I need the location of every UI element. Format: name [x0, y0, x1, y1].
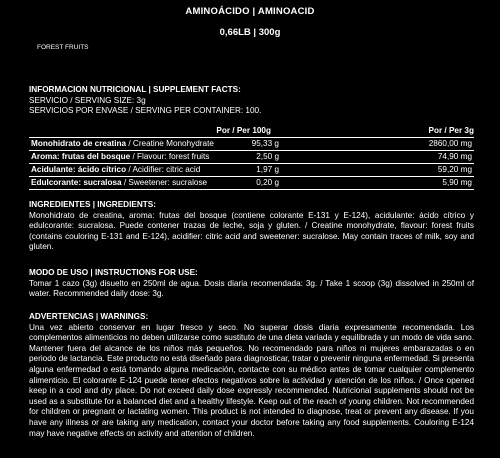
ingredients-title: INGREDIENTES | INGREDIENTS:	[29, 200, 156, 209]
value-per-100g: 0,20 g	[256, 178, 279, 187]
nutrition-table	[29, 126, 474, 190]
value-per-3g: 5,90 mg	[442, 178, 472, 187]
col-per-100g-header: Por / Per 100g	[216, 126, 271, 135]
warnings-section	[29, 312, 474, 439]
ingredient-name: Monohidrato de creatina / Creatine Monohydrate	[31, 139, 214, 148]
table-row	[29, 139, 474, 151]
warnings-text: Una vez abierto conservar en lugar fresco y seco. No superar dosis diaria expresamente recomendada. Los complementos alimenticios no deben utilizarse como sustituto de una dieta variada y equilibrada y un modo de vida sano. Mantener fuera del alcance de los niños más pequeños. No recomendado para niños ni mujeres embarazadas o en periodo de lactancia. Este producto no está diseñado para diagnosticar, tratar o prevenir ninguna enfermedad. Si presenta alguna enfermedad o está tomando alguna medicación, contacte con su médico antes de tomar cualquier complemento alimenticio. El colorante E-124 puede tener efectos negativos sobre la actividad y atención de los niños. / Once opened keep in a cool and dry place. Do not exceed daily dose expressly recommended. Nutricional supplements should not be used as a substitute for a balanced diet and a healthy lifestyle. Keep out of the reach of young children. Not recommended for children or pregnant or lactating women. This product is not intended to diagnose, treat or prevent any disease. If you have any illness or are taking any medication, contact your doctor before taking any food supplements. Couloring E-124 may have negative effects on activity and attention of children.	[29, 322, 474, 438]
table-header	[29, 126, 474, 138]
value-per-100g: 1,97 g	[256, 165, 279, 174]
usage-section	[29, 268, 474, 300]
value-per-100g: 95,33 g	[251, 139, 279, 148]
facts-title: INFORMACION NUTRICIONAL | SUPPLEMENT FACTS:	[29, 85, 241, 94]
table-row	[29, 152, 474, 164]
ingredients-section	[29, 200, 474, 253]
supplement-facts	[29, 85, 474, 117]
serving-size: SERVICIO / SERVING SIZE: 3g	[29, 95, 146, 105]
col-per-3g-header: Por / Per 3g	[428, 126, 474, 135]
value-per-3g: 2860,00 mg	[428, 139, 472, 148]
value-per-3g: 74,90 mg	[437, 152, 472, 161]
ingredient-name: Edulcorante: sucralosa / Sweetener: sucralose	[31, 178, 208, 187]
warnings-title: ADVERTENCIAS | WARNINGS:	[29, 312, 149, 321]
table-row	[29, 178, 474, 190]
ingredients-text: Monohidrato de creatina, aroma: frutas del bosque (contiene colorante E-131 y E-124), acidulante: ácido cítrico y edulcorante: sucralosa. Puede contener trazas de leche, soja y gluten. / Creatine monohydrate, flavour: forest fruits (contains couloring E-131 and E-124), acidifier: citric acid and sweetener: sucralose. May contain traces of milk, soy and gluten.	[29, 210, 474, 252]
usage-title: MODO DE USO | INSTRUCTIONS FOR USE:	[29, 268, 198, 277]
usage-text: Tomar 1 cazo (3g) disuelto en 250ml de agua. Dosis diaria recomendada: 3g. / Take 1 scoop (3g) dissolved in 250ml of water. Recommended daily dose: 3g.	[29, 278, 474, 299]
ingredient-name: Acidulante: ácido cítrico / Acidifier: citric acid	[31, 165, 201, 174]
value-per-3g: 59,20 mg	[437, 165, 472, 174]
product-weight: 0,66LB | 300g	[219, 27, 281, 38]
product-title: AMINOÁCIDO | AMINOACID	[185, 6, 315, 17]
value-per-100g: 2,50 g	[256, 152, 279, 161]
table-row	[29, 165, 474, 177]
servings-per-container: SERVICIOS POR ENVASE / SERVING PER CONTAINER: 100.	[29, 106, 262, 116]
flavor-label: FOREST FRUITS	[37, 44, 89, 51]
ingredient-name: Aroma: frutas del bosque / Flavour: forest fruits	[31, 152, 210, 161]
